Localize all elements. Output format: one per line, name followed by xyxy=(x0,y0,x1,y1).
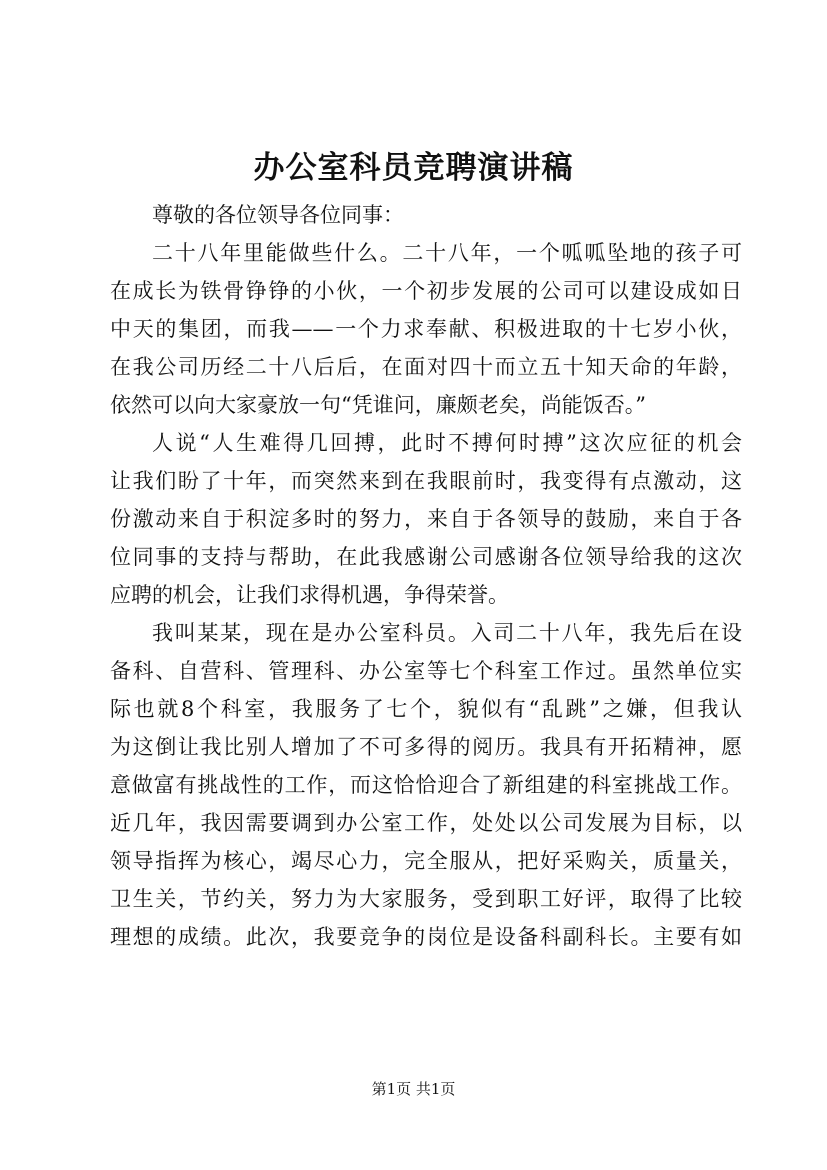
paragraph-line: 人说“人生难得几回搏，此时不搏何时搏”这次应征的机会 xyxy=(152,431,742,455)
paragraph-line: 份激动来自于积淀多时的努力，来自于各领导的鼓励，来自于各 xyxy=(110,507,742,531)
paragraph-line: 际也就8个科室，我服务了七个，貌似有“乱跳”之嫌，但我认 xyxy=(110,697,742,721)
paragraph-line: 近几年，我因需要调到办公室工作，处处以公司发展为目标，以 xyxy=(110,811,742,835)
paragraph-line: 二十八年里能做些什么。二十八年，一个呱呱坠地的孩子可 xyxy=(152,241,742,265)
paragraph-line: 应聘的机会，让我们求得机遇，争得荣誉。 xyxy=(110,583,509,607)
paragraph-1 xyxy=(110,234,742,424)
document-body xyxy=(110,196,742,956)
paragraph-line: 领导指挥为核心，竭尽心力，完全服从，把好采购关，质量关， xyxy=(110,849,742,873)
paragraph-line: 在我公司历经二十八后后，在面对四十而立五十知天命的年龄， xyxy=(110,355,742,379)
paragraph-line: 备科、自营科、管理科、办公室等七个科室工作过。虽然单位实 xyxy=(110,659,742,683)
paragraph-line: 我叫某某，现在是办公室科员。入司二十八年，我先后在设 xyxy=(152,621,742,645)
paragraph-3 xyxy=(110,614,742,956)
page-number-footer: 第1页 共1页 xyxy=(371,1080,456,1098)
paragraph-line: 理想的成绩。此次，我要竞争的岗位是设备科副科长。主要有如 xyxy=(110,925,742,949)
paragraph-2 xyxy=(110,424,742,614)
paragraph-line: 位同事的支持与帮助，在此我感谢公司感谢各位领导给我的这次 xyxy=(110,545,742,569)
document-title: 办公室科员竞聘演讲稿 xyxy=(253,150,574,186)
salutation: 尊敬的各位领导各位同事： xyxy=(152,203,404,227)
paragraph-line: 依然可以向大家豪放一句“凭谁问，廉颇老矣，尚能饭否。” xyxy=(110,393,646,417)
paragraph-line: 为这倒让我比别人增加了不可多得的阅历。我具有开拓精神，愿 xyxy=(110,735,742,759)
paragraph-line: 中天的集团，而我——一个力求奉献、积极进取的十七岁小伙， xyxy=(110,317,742,341)
paragraph-line: 意做富有挑战性的工作，而这恰恰迎合了新组建的科室挑战工作。 xyxy=(110,773,742,797)
paragraph-line: 在成长为铁骨铮铮的小伙，一个初步发展的公司可以建设成如日 xyxy=(110,279,742,303)
paragraph-line: 卫生关，节约关，努力为大家服务，受到职工好评，取得了比较 xyxy=(110,887,742,911)
paragraph-line: 让我们盼了十年，而突然来到在我眼前时，我变得有点激动，这 xyxy=(110,469,742,493)
